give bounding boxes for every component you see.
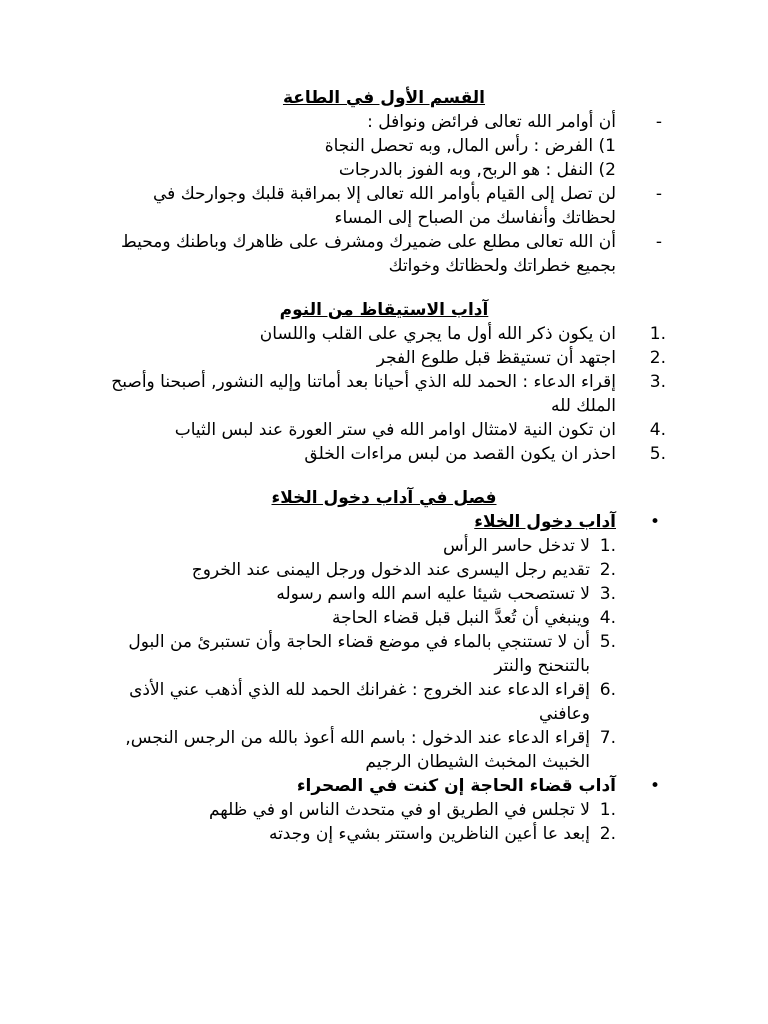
item-subtext: 1) الفرض : رأس المال, وبه تحصل النجاة xyxy=(324,136,616,156)
bullet-marker: • xyxy=(649,512,660,532)
section-title-waking: آداب الاستيقاظ من النوم xyxy=(279,300,489,320)
subheading-text: آداب قضاء الحاجة إن كنت في الصحراء xyxy=(296,776,616,796)
list-item xyxy=(100,678,668,726)
item-text: إقراء الدعاء : الحمد لله الذي أحيانا بعد أماتنا وإليه النشور, أصبحنا وأصبح الملك لله xyxy=(111,372,616,416)
item-text: احذر ان يكون القصد من لبس مراءات الخلق xyxy=(304,444,616,464)
section-title-obedience: القسم الأول في الطاعة xyxy=(282,88,486,108)
list-item xyxy=(100,822,668,846)
list-item xyxy=(100,322,668,346)
dash-marker: - xyxy=(655,184,662,204)
number-marker: 2. xyxy=(649,348,666,368)
desert-list xyxy=(100,798,668,846)
list-item xyxy=(100,726,668,774)
list-item xyxy=(100,346,668,370)
section-obedience xyxy=(100,86,668,278)
number-marker: 3. xyxy=(599,584,616,604)
list-item xyxy=(100,418,668,442)
document-content xyxy=(100,86,668,866)
list-item xyxy=(100,558,668,582)
section-waking xyxy=(100,298,668,466)
list-item xyxy=(100,606,668,630)
item-text: لا تستصحب شيئا عليه اسم الله واسم رسوله xyxy=(276,584,590,604)
list-item xyxy=(100,370,668,418)
number-marker: 6. xyxy=(599,680,616,700)
item-subtext: 2) النفل : هو الربح, وبه الفوز بالدرجات xyxy=(338,160,616,180)
number-marker: 1. xyxy=(649,324,666,344)
obedience-list xyxy=(100,110,668,278)
item-text: أن أوامر الله تعالى فرائض ونوافل : xyxy=(367,112,616,132)
item-text: لا تجلس في الطريق او في متحدث الناس او في ظلهم xyxy=(208,800,590,820)
item-text: إبعد عا أعين الناظرين واستتر بشيء إن وجدته xyxy=(268,824,590,844)
item-text: ان تكون النية لامتثال اوامر الله في ستر العورة عند لبس الثياب xyxy=(174,420,616,440)
item-text: لن تصل إلى القيام بأوامر الله تعالى إلا بمراقبة قلبك وجوارحك في لحظاتك وأنفاسك من الصباح إلى المساء xyxy=(153,184,616,228)
number-marker: 4. xyxy=(649,420,666,440)
number-marker: 1. xyxy=(599,536,616,556)
item-text: أن الله تعالى مطلع على ضميرك ومشرف على ظاهرك وباطنك ومحيط بجميع خطراتك ولحظاتك وخواتك xyxy=(121,232,616,276)
item-text: تقديم رجل اليسرى عند الدخول ورجل اليمنى عند الخروج xyxy=(191,560,590,580)
number-marker: 2. xyxy=(599,560,616,580)
number-marker: 2. xyxy=(599,824,616,844)
number-marker: 5. xyxy=(649,444,666,464)
subheading-desert xyxy=(100,774,668,798)
subheading-restroom-entry xyxy=(100,510,668,534)
number-marker: 4. xyxy=(599,608,616,628)
restroom-entry-list xyxy=(100,534,668,774)
waking-list xyxy=(100,322,668,466)
number-marker: 1. xyxy=(599,800,616,820)
list-item xyxy=(100,534,668,558)
section-title-restroom: فصل في آداب دخول الخلاء xyxy=(271,488,497,508)
number-marker: 5. xyxy=(599,632,616,652)
item-text: اجتهد أن تستيقظ قبل طلوع الفجر xyxy=(376,348,616,368)
number-marker: 7. xyxy=(599,728,616,748)
dash-marker: - xyxy=(655,112,662,132)
bullet-marker: • xyxy=(649,776,660,796)
list-item xyxy=(100,582,668,606)
list-item xyxy=(100,182,668,230)
item-text: ان يكون ذكر الله أول ما يجري على القلب واللسان xyxy=(259,324,616,344)
item-text: أن لا تستنجي بالماء في موضع قضاء الحاجة وأن تستبرئ من البول بالتنحنح والنتر xyxy=(128,632,590,676)
item-text: وينبغي أن تُعدَّ النبل قبل قضاء الحاجة xyxy=(332,608,590,628)
subheading-text: آداب دخول الخلاء xyxy=(474,512,616,532)
section-restroom xyxy=(100,486,668,846)
dash-marker: - xyxy=(655,232,662,252)
list-item xyxy=(100,110,668,182)
list-item xyxy=(100,630,668,678)
list-item xyxy=(100,442,668,466)
list-item xyxy=(100,230,668,278)
item-text: إقراء الدعاء عند الخروج : غفرانك الحمد لله الذي أذهب عني الأذى وعافني xyxy=(129,680,590,724)
number-marker: 3. xyxy=(649,372,666,392)
item-text: لا تدخل حاسر الرأس xyxy=(442,536,590,556)
item-text: إقراء الدعاء عند الدخول : باسم الله أعوذ بالله من الرجس النجس, الخبيث المخبث الشيطان الرجيم xyxy=(125,728,590,772)
list-item xyxy=(100,798,668,822)
